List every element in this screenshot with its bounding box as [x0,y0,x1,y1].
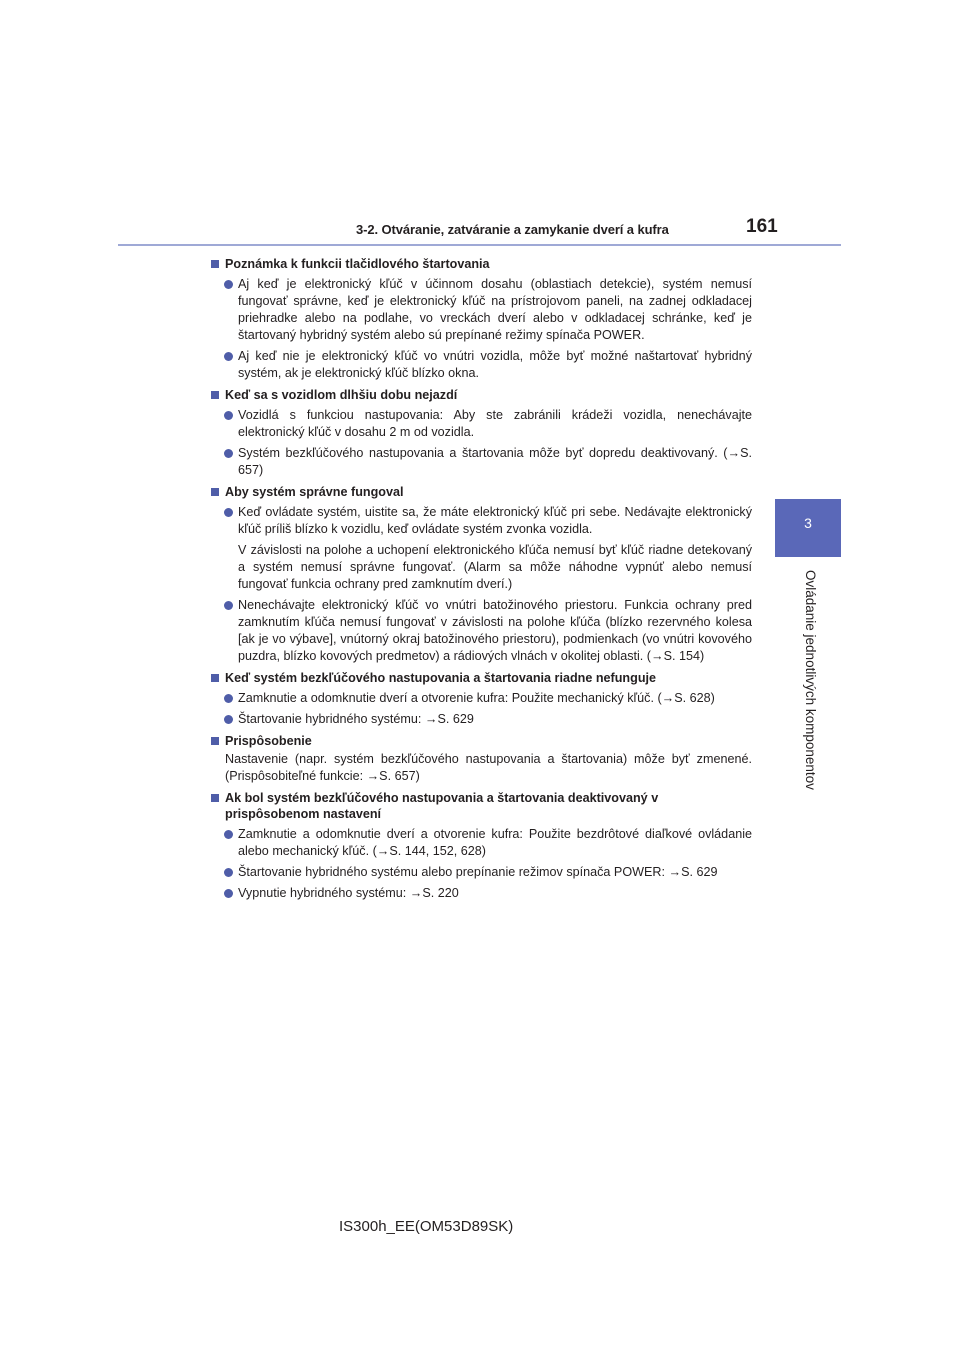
round-bullet-icon [224,449,233,458]
list-item [210,885,752,902]
section [210,484,752,665]
round-bullet-icon [224,715,233,724]
round-bullet-icon [224,601,233,610]
list-item [210,690,752,707]
section-heading-text: Prispôsobenie [225,734,312,748]
chapter-label [803,570,828,810]
list-item [210,445,752,479]
list-item-text: Keď ovládate systém, uistite sa, že máte elektronický kľúč pri sebe. Nedávajte elektronický kľúč príliš blízko k vozidlu, keď ovládate systém zvonka vozidla. [238,505,752,536]
square-bullet-icon [211,737,219,745]
section [210,256,752,382]
square-bullet-icon [211,391,219,399]
model-code: IS300h_EE(OM53D89SK) [339,1218,514,1235]
section-heading-text: Keď systém bezkľúčového nastupovania a štartovania riadne nefunguje [225,671,657,685]
section [210,670,752,728]
list-item-text: Zamknutie a odomknutie dverí a otvorenie kufra: Použite bezdrôtové diaľkové ovládanie alebo mechanický kľúč. (→S. 144, 152, 628) [238,827,752,858]
list-item-text: Nenechávajte elektronický kľúč vo vnútri batožinového priestoru. Funkcia ochrany pred zamknutím kľúča nemusí fungovať v závislosti na polohe kľúča (blízko rezervného kolesa [ak je vo výbave], vnútorný okraj batožinového priestoru), podmienkach (vo vnútri kovového puzdra, blízko kovových predmetov) a rádiových vlnách v okolitej oblasti. (→S. 154) [238,598,752,663]
section-heading [210,670,752,686]
page-header-title: 3-2. Otváranie, zatváranie a zamykanie dverí a kufra [356,222,669,237]
list-item [210,826,752,860]
section-heading [210,256,752,272]
section [210,387,752,479]
square-bullet-icon [211,674,219,682]
list-item-text: Zamknutie a odomknutie dverí a otvorenie kufra: Použite mechanický kľúč. (→S. 628) [238,691,715,705]
round-bullet-icon [224,830,233,839]
round-bullet-icon [224,694,233,703]
list-item-text: Systém bezkľúčového nastupovania a štartovania môže byť dopredu deaktivovaný. (→S. 657) [238,446,752,477]
round-bullet-icon [224,868,233,877]
section-heading-text: Keď sa s vozidlom dlhšiu dobu nejazdí [225,388,458,402]
list-item [210,597,752,665]
chapter-label-text: Ovládanie jednotlivých komponentov [803,570,818,790]
round-bullet-icon [224,411,233,420]
list-item [210,348,752,382]
list-item-text: Štartovanie hybridného systému alebo prepínanie režimov spínača POWER: →S. 629 [238,865,718,879]
section-heading-text: Poznámka k funkcii tlačidlového štartovania [225,257,490,271]
round-bullet-icon [224,280,233,289]
round-bullet-icon [224,889,233,898]
section-heading [210,484,752,500]
round-bullet-icon [224,352,233,361]
header-divider [118,244,841,246]
section-heading [210,790,752,822]
list-item [210,504,752,593]
list-item-text: Štartovanie hybridného systému: →S. 629 [238,712,474,726]
square-bullet-icon [211,794,219,802]
list-item [210,711,752,728]
section-heading-text: Aby systém správne fungoval [225,485,404,499]
section-heading-text: Ak bol systém bezkľúčového nastupovania a štartovania deaktivovaný v prispôsobenom nastavení [225,791,659,821]
list-item-text: Aj keď nie je elektronický kľúč vo vnútri vozidla, môže byť možné naštartovať hybridný systém, ak je elektronický kľúč blízko okna. [238,349,752,380]
page-content [210,256,752,902]
list-item [210,276,752,344]
list-item [210,407,752,441]
list-item-text: Vypnutie hybridného systému: →S. 220 [238,886,459,900]
chapter-number: 3 [804,515,812,531]
section-heading [210,733,752,749]
section [210,733,752,785]
chapter-tab[interactable] [775,499,841,557]
round-bullet-icon [224,508,233,517]
list-item-text: V závislosti na polohe a uchopení elektronického kľúča nemusí byť kľúč riadne detekovaný a systém nemusí správne fungovať. (Alarm sa môže náhodne vypnúť alebo nemusí fungovať funkcia ochrany pred zamknutím dverí.) [238,543,752,591]
list-item [210,864,752,881]
section [210,790,752,902]
square-bullet-icon [211,260,219,268]
square-bullet-icon [211,488,219,496]
list-item-text: Vozidlá s funkciou nastupovania: Aby ste zabránili krádeži vozidla, nenechávajte elektronický kľúč v dosahu 2 m od vozidla. [238,408,752,439]
list-item-text: Aj keď je elektronický kľúč v účinnom dosahu (oblastiach detekcie), systém nemusí fungovať správne, keď je elektronický kľúč na prístrojovom paneli, na zadnej odkladacej priehradke alebo na podlahe, vo vreckách dverí alebo v odkladacej schránke, keď je štartovaný hybridný systém alebo sú prepínané režimy spínača POWER. [238,277,752,342]
section-heading [210,387,752,403]
page-number: 161 [746,216,778,237]
section-body: Nastavenie (napr. systém bezkľúčového nastupovania a štartovania) môže byť zmenené. (Prispôsobiteľné funkcie: →S. 657) [225,752,752,783]
